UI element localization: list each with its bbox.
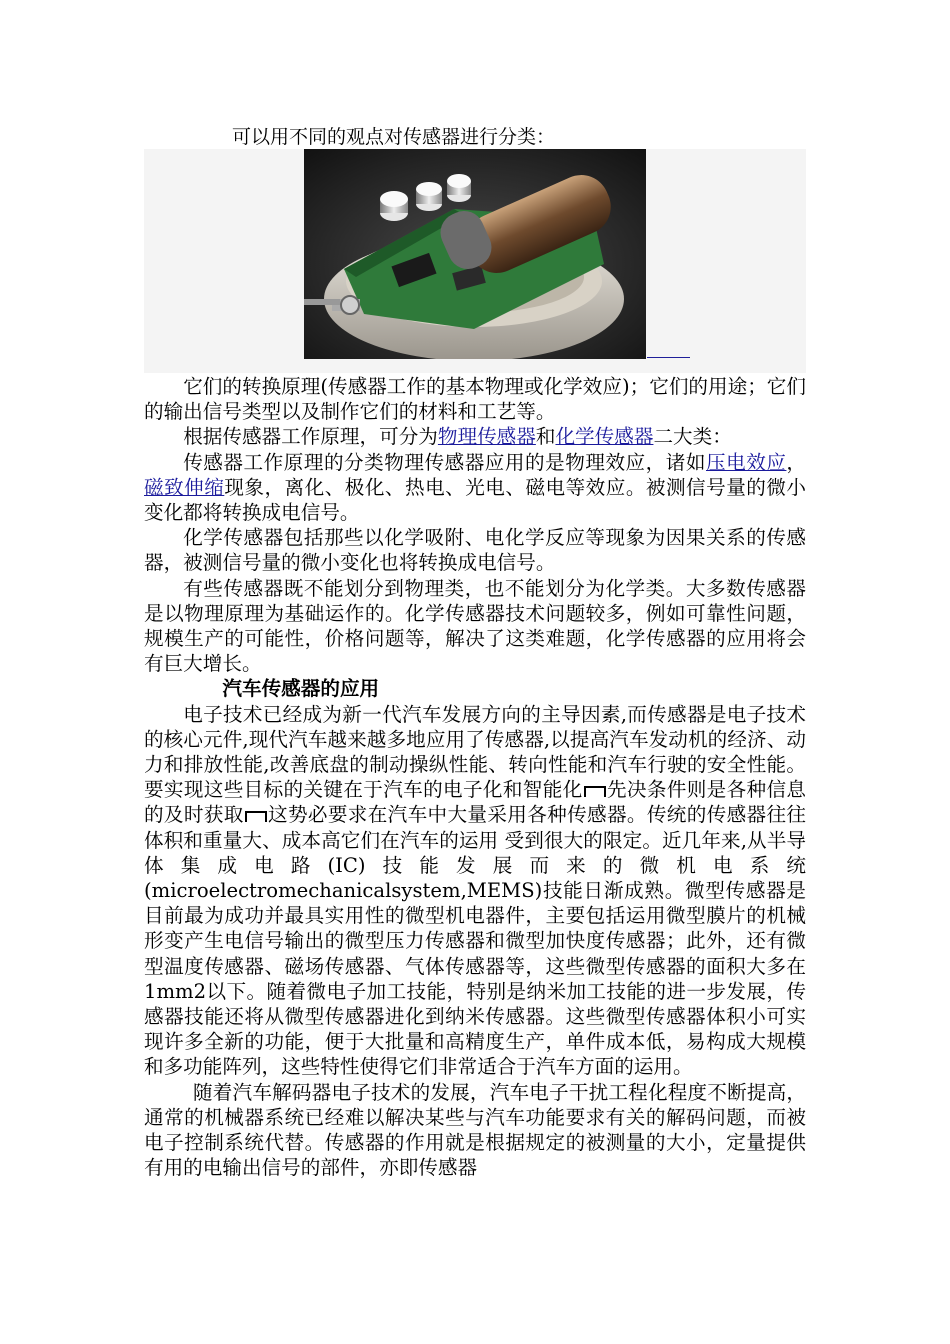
link-piezoelectric-effect[interactable]: 压电效应 [705,450,787,474]
paragraph-physical-sensor [144,450,806,526]
bracket-mark-icon [245,811,267,822]
text-segment: 电子技术已经成为新一代汽车发展方向的主导因素,而传感器是电子技术的核心元件,现代汽车越来越多地应用了传感器,以提高汽车发动机的经济、动力和排放性能,改善底盘的制动操纵性能、转向性能和汽车行驶的安全性能。要实现这些目标的关键在于汽车的电子化和智能化 [144,702,806,802]
paragraph-classification [144,424,806,449]
paragraph-principles: 它们的转换原理(传感器工作的基本物理或化学效应)；它们的用途；它们的输出信号类型以及制作它们的材料和工艺等。 [144,375,806,424]
sensor-photo-icon [304,149,646,359]
text-segment: 根据传感器工作原理，可分为 [183,425,438,449]
section-heading: 汽车传感器的应用 [222,677,380,701]
photo-link-underline[interactable] [647,357,690,358]
text-segment: 这势必要求在汽车中大量采用各种传感器。传统的传感器往往体积和重量大、成本高它们在汽车的运用 受到很大的限定。近几年来,从半导体集成电路(IC)技能发展而来的微机电系统(microelectromechanicalsystem,MEMS)技能日渐成熟。微型传感器是目前最为成功并最具实用性的微型机电器件，主要包括运用微型膜片的机械形变产生电信号输出的微型压力传感器和微型加快度传感器；此外，还有微型温度传感器、磁场传感器、气体传感器等，这些微型传感器的面积大多在1mm2以下。随着微电子加工技能，特别是纳米加工技能的进一步发展，传感器技能还将从微型传感器进化到纳米传感器。这些微型传感器体积小可实现许多全新的功能，便于大批量和高精度生产，单件成本低，易构成大规模和多功能阵列，这些特性使得它们非常适合于汽车方面的运用。 [144,803,806,1079]
paragraph-automotive [144,702,806,1080]
link-physical-sensor[interactable]: 物理传感器 [437,425,536,449]
text-segment: ， [786,450,807,474]
text-segment: 先决条件则是各种信息的及时获取 [144,778,806,827]
text-segment: 传感器工作原理的分类物理传感器应用的是物理效应，诸如 [183,450,706,474]
paragraph-other-sensors: 有些传感器既不能划分到物理类，也不能划分为化学类。大多数传感器是以物理原理为基础运作的。化学传感器技术问题较多，例如可靠性问题，规模生产的可能性，价格问题等，解决了这类难题，化学传感器的应用将会有巨大增长。 [144,576,806,676]
link-magnetostriction[interactable]: 磁致伸缩 [144,475,225,499]
text-segment: 二大类： [653,425,732,449]
text-segment: 现象，离化、极化、热电、光电、磁电等效应。被测信号量的微小变化都将转换成电信号。 [144,475,807,525]
text-segment: 和 [535,425,556,449]
bracket-mark-icon [584,786,606,797]
link-chemical-sensor[interactable]: 化学传感器 [555,425,654,449]
paragraph-decoder: 随着汽车解码器电子技术的发展，汽车电子干扰工程化程度不断提高，通常的机械器系统已经难以解决某些与汽车功能要求有关的解码问题，而被电子控制系统代替。传感器的作用就是根据规定的被测量的大小，定量提供有用的电输出信号的部件，亦即传感器 [144,1080,806,1180]
article-body [144,374,806,1181]
paragraph-chemical-sensor: 化学传感器包括那些以化学吸附、电化学反应等现象为因果关系的传感器，被测信号量的微小变化也将转换成电信号。 [144,526,806,575]
intro-line: 可以用不同的观点对传感器进行分类： [232,126,556,148]
